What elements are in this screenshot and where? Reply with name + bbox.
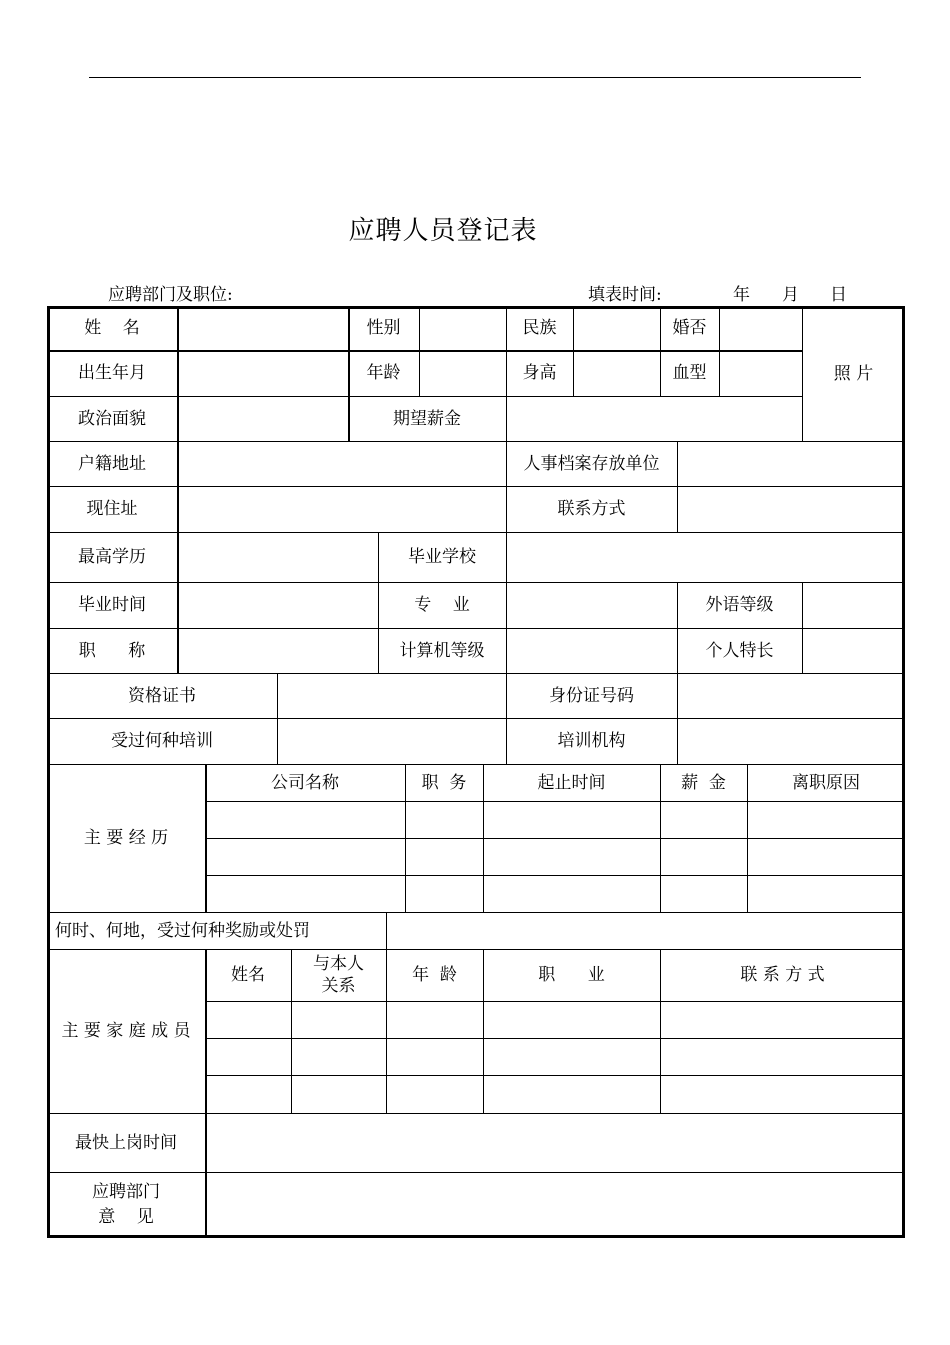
training-org-label: 培训机构 xyxy=(557,731,626,751)
education-label: 最高学历 xyxy=(78,547,146,567)
company-header: 公司名称 xyxy=(271,772,339,793)
gender-label: 性别 xyxy=(366,318,401,338)
day-label: 日 xyxy=(830,285,847,305)
height-field[interactable] xyxy=(573,350,660,396)
computer-label: 计算机等级 xyxy=(399,640,485,661)
fill-date-label: 填表时间: xyxy=(588,285,662,305)
period-header: 起止时间 xyxy=(537,772,606,793)
relation-header: 与本人 关系 xyxy=(313,954,364,996)
hukou-field[interactable] xyxy=(177,441,506,486)
grad-time-label: 毕业时间 xyxy=(78,595,146,615)
blood-field[interactable] xyxy=(719,350,802,396)
month-label: 月 xyxy=(782,285,799,305)
language-field[interactable] xyxy=(802,582,905,628)
certificate-field[interactable] xyxy=(277,673,506,718)
title-rank-label: 职 称 xyxy=(78,640,146,661)
job-header: 职 务 xyxy=(421,772,467,793)
name-field[interactable] xyxy=(177,306,348,350)
top-rule xyxy=(89,77,861,78)
pay-header: 薪 金 xyxy=(681,772,726,793)
birth-field[interactable] xyxy=(177,350,348,396)
dept-position-label: 应聘部门及职位: xyxy=(108,285,233,305)
grid-line-h xyxy=(205,838,905,839)
height-label: 身高 xyxy=(522,363,557,383)
gender-field[interactable] xyxy=(419,306,506,350)
occupation-header: 职 业 xyxy=(538,965,605,985)
grid-line-h xyxy=(205,875,905,876)
age-label: 年龄 xyxy=(366,363,401,383)
marital-field[interactable] xyxy=(719,306,802,350)
dept-opinion-field[interactable] xyxy=(205,1172,905,1237)
grid-line-h xyxy=(205,801,905,802)
grad-time-field[interactable] xyxy=(177,582,378,628)
marital-label: 婚否 xyxy=(672,318,707,338)
photo-box[interactable]: 照 片 xyxy=(833,363,874,384)
grid-line-h xyxy=(205,1038,905,1039)
age-field[interactable] xyxy=(419,350,506,396)
training-label: 受过何种培训 xyxy=(111,731,213,751)
year-label: 年 xyxy=(733,285,750,305)
rewards-label: 何时、何地，受过何种奖励或处罚 xyxy=(55,920,310,941)
contact-label: 联系方式 xyxy=(557,499,626,519)
hukou-label: 户籍地址 xyxy=(78,453,146,474)
specialty-label: 个人特长 xyxy=(705,640,774,661)
start-time-label: 最快上岗时间 xyxy=(75,1132,177,1153)
member-contact-header: 联 系 方 式 xyxy=(740,965,825,985)
experience-label: 主 要 经 历 xyxy=(83,828,169,848)
name-label: 姓 名 xyxy=(84,318,140,338)
contact-field[interactable] xyxy=(677,486,905,532)
salary-expect-field[interactable] xyxy=(506,396,802,441)
title-rank-field[interactable] xyxy=(177,628,378,673)
address-label: 现住址 xyxy=(86,499,138,519)
family-label: 主 要 家 庭 成 员 xyxy=(61,1021,191,1041)
major-field[interactable] xyxy=(506,582,677,628)
address-field[interactable] xyxy=(177,486,506,532)
training-field[interactable] xyxy=(277,718,506,764)
archive-field[interactable] xyxy=(677,441,905,486)
school-field[interactable] xyxy=(506,532,905,582)
id-number-field[interactable] xyxy=(677,673,905,718)
specialty-field[interactable] xyxy=(802,628,905,673)
blood-label: 血型 xyxy=(672,363,707,383)
computer-field[interactable] xyxy=(506,628,677,673)
page-title: 应聘人员登记表 xyxy=(348,216,538,246)
school-label: 毕业学校 xyxy=(408,547,476,567)
grid-line-h xyxy=(205,1001,905,1002)
major-label: 专 业 xyxy=(414,595,470,615)
education-field[interactable] xyxy=(177,532,378,582)
training-org-field[interactable] xyxy=(677,718,905,764)
ethnicity-label: 民族 xyxy=(522,318,557,338)
archive-label: 人事档案存放单位 xyxy=(523,453,660,474)
member-name-header: 姓名 xyxy=(231,965,265,985)
rewards-field[interactable] xyxy=(386,912,905,949)
member-age-header: 年 龄 xyxy=(412,965,457,985)
political-label: 政治面貌 xyxy=(78,408,146,429)
grid-line-h xyxy=(205,1075,905,1076)
start-time-field[interactable] xyxy=(205,1113,905,1172)
language-label: 外语等级 xyxy=(705,595,774,615)
ethnicity-field[interactable] xyxy=(573,306,660,350)
political-field[interactable] xyxy=(177,396,348,441)
birth-label: 出生年月 xyxy=(78,363,146,383)
dept-opinion-label: 应聘部门 意 见 xyxy=(92,1181,160,1227)
salary-expect-label: 期望薪金 xyxy=(393,408,461,429)
certificate-label: 资格证书 xyxy=(128,685,196,706)
registration-form xyxy=(47,306,905,1237)
leave-reason-header: 离职原因 xyxy=(792,772,860,793)
id-number-label: 身份证号码 xyxy=(549,685,634,706)
